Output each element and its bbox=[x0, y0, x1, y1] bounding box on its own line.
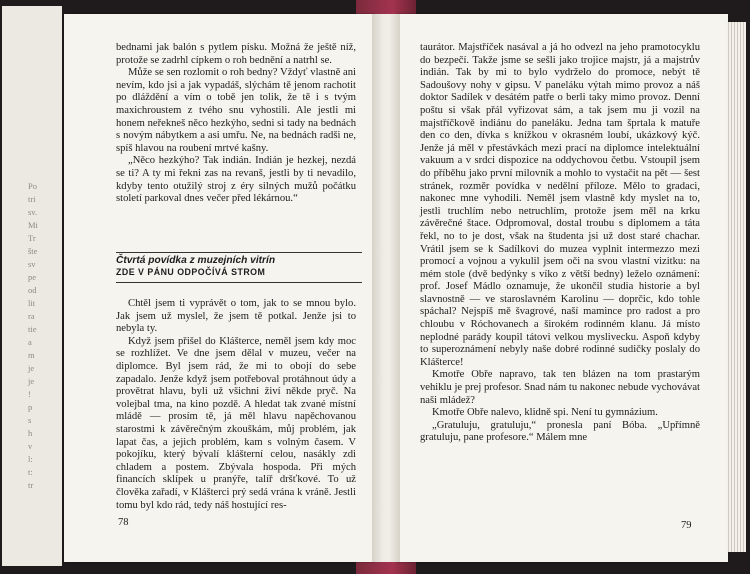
paragraph: Chtěl jsem ti vyprávět o tom, jak to se mnou bylo. Jak jsem už myslel, že jsem tě potkal. Jenže jsi to nebyla ty. bbox=[116, 298, 356, 335]
page-gutter bbox=[372, 14, 400, 562]
bleed-through-fragment: pe bbox=[28, 272, 37, 282]
bleed-through-fragment: p bbox=[28, 402, 33, 412]
bleed-through-fragment: Po bbox=[28, 181, 37, 191]
bleed-through-fragment: v bbox=[28, 441, 33, 451]
section-subtitle: ZDE V PÁNU ODPOČÍVÁ STROM bbox=[116, 267, 266, 277]
left-page-bottom-text bbox=[116, 298, 356, 512]
paragraph: „Gratuluju, gratuluju,“ pronesla paní Bóba. „Upřímně gratuluju, pane profesore.“ Málem mne bbox=[420, 419, 700, 444]
bleed-through-fragment: tri bbox=[28, 194, 36, 204]
bleed-through-fragment: lit bbox=[28, 298, 36, 308]
bleed-through-fragment: l: bbox=[28, 454, 33, 464]
bleed-through-fragment: je bbox=[28, 363, 35, 373]
bleed-through-fragment: Mi bbox=[28, 220, 38, 230]
bleed-through-fragment: ! bbox=[28, 389, 31, 399]
left-page-top-text bbox=[116, 42, 356, 206]
bleed-through-fragment: šte bbox=[28, 246, 38, 256]
bleed-through-fragment: a bbox=[28, 337, 32, 347]
bleed-through-fragment: tie bbox=[28, 324, 37, 334]
bleed-through-fragment: tr bbox=[28, 480, 34, 490]
bleed-through-text bbox=[28, 180, 56, 490]
section-title: Čtvrtá povídka z muzejních vitrín bbox=[116, 255, 276, 266]
bleed-through-fragment: s bbox=[28, 415, 32, 425]
page-number-left: 78 bbox=[118, 517, 129, 528]
page-number-right: 79 bbox=[681, 520, 692, 531]
bleed-through-fragment: t: bbox=[28, 467, 33, 477]
right-page-text bbox=[420, 42, 700, 445]
paragraph: Kmotře Obře napravo, tak ten blázen na tom prastarým vehiklu je prej profesor. Snad nám tu nakonec nebude vychovávat naši mládež? bbox=[420, 369, 700, 406]
bleed-through-fragment: h bbox=[28, 428, 33, 438]
bleed-through-fragment: sv. bbox=[28, 207, 38, 217]
bleed-through-fragment: Tr bbox=[28, 233, 36, 243]
section-heading bbox=[116, 252, 362, 283]
bleed-through-fragment: m bbox=[28, 350, 35, 360]
paragraph: bednami jak balón s pytlem písku. Možná že ještě níž, protože se zadrhl cípkem o roh bednění a natrhl se. bbox=[116, 42, 356, 66]
paragraph: „Něco hezkýho? Tak indián. Indián je hezkej, nezdá se ti? A ty mi řekni zas na revanš, jestli by ti nevadilo, kdyby tento otužilý stroj z éry silných mužů počátku století parkoval dnes večer před lékárnou.“ bbox=[116, 155, 356, 205]
paragraph: taurátor. Majstříček nasával a já ho odvezl na jeho pramotocyklu do bezpečí. Takže jsme se sešli jako trojice majstr, já a majstrův indián. Tak by mi to bylo vydrželo do promoce, nebýt tě Sadoušovy nohy v gipsu. V paneláku výtah mimo provoz a náš doktor Sadílek v desátém patře o berli taky mimo provoz. Denní poštu si však přál vyřizovat sám, a tak jsem mu ji vozil na majstříčkově indiánu do paneláku. Jedna tam šprtala k matuře den co den, dívka s knížkou v okrasném loubí, ukázkový kýč. Jenže já měl v přestávkách mezi prací na diplomce intelektuální vakuum a v srdci dispozice na oddychovou četbu. Vstoupil jsem do příběhu jako první milovník a mohlo to vystačit na pět — šest stránek, rozměr povídka v nedělní příloze. Mělo to gradaci, nakonec mne vyhodili. Neměl jsem vlastně kdy myslet na to, jestli truchlím nebo netruchlím, protože jsem měl na krku závěrečné štace. Odpromoval, dostal troubu s diplomem a táta řekl, no to je dost, však na študenta jsi už dost staré chachar. Vrátil jsem se k Sadílkovi do muzea vyplnit intermezzo mezi promocí a vojnou a vykulil jsem oči na svou vlastní vizitku: na mém stole (dvě bedýnky s víko z větší bedny) leželo oznámení: prof. Josef Mádlo oznamuje, že ukončil studia historie a byl slavnostně — ve staroslavném Karolinu — doprčic, kdo tohle spáchal? Nejspíš mě švagrové, naší mamince pro radost a pro chloubu v Róchovanech a širokém rodinném klanu. Já místo neplodné parády koupil tátovi velkou myslivecku. Aspoň kdyby to superoznámení nebyly naše dobré rodinné sudičky poslaly do Klášterce! bbox=[420, 42, 700, 368]
page-edges bbox=[726, 22, 746, 552]
bleed-through-fragment: ra bbox=[28, 311, 35, 321]
bleed-through-fragment: je bbox=[28, 376, 35, 386]
paragraph: Může se sen rozlomit o roh bedny? Vždyť vlastně ani nevím, kdo jsi a jak vypadáš, slýchám tě jenom rachotit po dláždění a vím o tobě jen tolik, že tě i s tvým maxichroustem z tvého snu vyhostili. Ale jestli mi honem neřekneš něco hezkýho, sedni si tady na bednách s novým nábytkem a asi umřu. Ne, na bednách radši ne, spíš hlavou na roubení mrtvé kašny. bbox=[116, 67, 356, 154]
bleed-through-fragment: sv bbox=[28, 259, 36, 269]
paragraph: Když jsem přišel do Klášterce, neměl jsem kdy moc se rozhlížet. Ve dne jsem dělal v muzeu, večer na diplomce. Byl jsem rád, že mi to obojí do sebe zapadalo. Jenže když jsem potřeboval protáhnout údy a provětrat hlavu, byli už všichni živí někde pryč. Na volejbal tma, na kino pozdě. A hledat tak zvané místní mládě — prosím tě, já měl hlavu napěchovanou starostmi k závěrečným zkouškám, můj problém, jak lapat čas, a jejich problém, kam s volným časem. V pokojíku, který bývalí klášterní celou, nasákly zdi chladem a postem. Zbývala hospoda. Při mých financích sklípek u pranýře, talíř dršťkové. To už člověka zařadí, v Klášterci prý sedá vrána k vráně. Jestli tomu byl kdo rád, tedy náš hostující res- bbox=[116, 335, 356, 511]
paragraph: Kmotře Obře nalevo, klidně spi. Není tu gymnázium. bbox=[432, 407, 658, 419]
bleed-through-fragment: od bbox=[28, 285, 37, 295]
